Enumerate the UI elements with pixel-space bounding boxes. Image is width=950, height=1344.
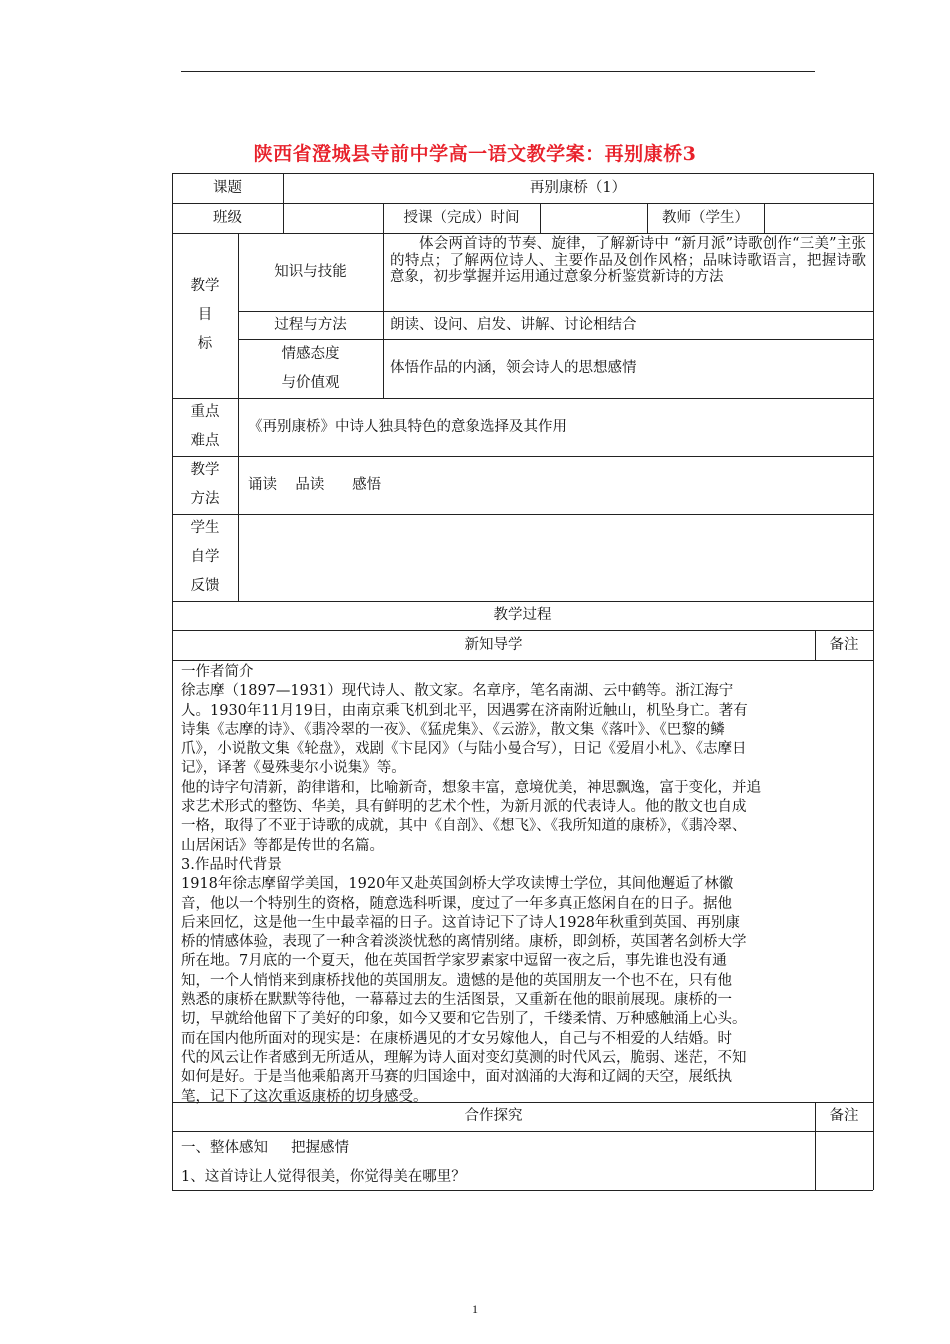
- text-line: 1918年徐志摩留学美国，1920年又赴英国剑桥大学攻读博士学位，其间他邂逅了林徽: [181, 876, 734, 893]
- lesson-plan-table: [172, 173, 873, 1190]
- new-knowledge-header: 新知导学: [464, 636, 523, 653]
- cooperation-header: 合作探究: [464, 1108, 523, 1125]
- process-header: 教学过程: [493, 607, 552, 624]
- key-points-label: 重点 难点: [190, 404, 220, 449]
- text-line: 桥的情感体验，表现了一种含着淡淡忧愁的离情别绪。康桥，即剑桥，英国著名剑桥大学: [181, 934, 747, 951]
- feedback-label: 学生 自学 反馈: [190, 520, 220, 594]
- class-value: [283, 203, 383, 233]
- text-line: 一格，取得了不亚于诗歌的成就，其中《自剖》、《想飞》、《我所知道的康桥》，《翡冷翠、: [181, 818, 747, 835]
- text-line: 求艺术形式的整饬、华美，具有鲜明的艺术个性，为新月派的代表诗人。他的散文也自成: [181, 799, 747, 816]
- text-line: 人。1930年11月19日，由南京乘飞机到北平，因遇雾在济南附近触山，机坠身亡。著有: [181, 702, 748, 719]
- emotion-label: 情感态度 与价值观: [281, 345, 340, 391]
- text-line: 笔，记下了这次重返康桥的切身感受。: [181, 1088, 428, 1105]
- cooperation-body: [181, 1134, 811, 1192]
- text-line: 记》，译著《曼殊斐尔小说集》等。: [181, 760, 406, 777]
- feedback-text: [238, 514, 873, 601]
- text-line: 爪》，小说散文集《轮盘》，戏剧《卞昆冈》（与陆小曼合写），日记《爱眉小札》、《志摩日: [181, 741, 747, 758]
- methods-label: 教学 方法: [190, 462, 220, 507]
- text-line: 一作者简介: [181, 664, 254, 680]
- text-line: 山居闲话》等都是传世的名篇。: [181, 837, 384, 854]
- page-title: 陕西省澄城县寺前中学高一语文教学案：再别康桥3: [253, 143, 697, 165]
- key-points-text: 《再别康桥》中诗人独具特色的意象选择及其作用: [248, 418, 567, 435]
- course-value: 再别康桥（1）: [529, 179, 627, 196]
- text-line: 音，他以一个特别生的资格，随意选科听课，度过了一年多真正悠闲自在的日子。据他: [181, 895, 732, 912]
- page-number: 1: [472, 1302, 478, 1316]
- text-line: 一、整体感知 把握感情: [181, 1140, 350, 1156]
- knowledge-label: 知识与技能: [274, 263, 347, 280]
- text-line: 如何是好。于是当他乘船离开马赛的归国途中，面对汹涌的大海和辽阔的天空，展纸执: [181, 1069, 732, 1086]
- new-knowledge-body: [181, 663, 811, 1107]
- class-label: 班级: [213, 209, 242, 226]
- goals-label: 教学 目 标: [190, 278, 220, 352]
- text-line: 熟悉的康桥在默默等待他，一幕幕过去的生活图景，又重新在他的眼前展现。康桥的一: [181, 992, 732, 1009]
- text-line: 知，一个人悄悄来到康桥找他的英国朋友。遗憾的是他的英国朋友一个也不在，只有他: [181, 972, 732, 989]
- cooperation-note-label: 备注: [829, 1108, 859, 1125]
- text-line: 3.作品时代背景: [181, 856, 282, 873]
- header-rule: [181, 71, 815, 72]
- methods-text: 诵读 品读 感悟: [248, 476, 382, 493]
- text-line: 切，早就给他留下了美好的印象，如今又要和它告别了，千缕柔情、万种感触涌上心头。: [181, 1011, 747, 1028]
- process-text: 朗读、设问、启发、讲解、讨论相结合: [390, 316, 637, 333]
- emotion-text: 体悟作品的内涵，领会诗人的思想感情: [390, 360, 637, 377]
- text-line: 徐志摩（1897—1931）现代诗人、散文家。名章序，笔名南湖、云中鹤等。浙江海宁: [181, 683, 734, 700]
- text-line: 所在地。7月底的一个夏天，他在英国哲学家罗素家中逗留一夜之后，事先谁也没有通: [181, 953, 727, 970]
- text-line: 代的风云让作者感到无所适从，理解为诗人面对变幻莫测的时代风云，脆弱、迷茫，不知: [181, 1049, 747, 1066]
- knowledge-text: 体会两首诗的节奏、旋律，了解新诗中 “新月派”诗歌创作“三美”主张的特点；了解两位诗人、主要作品及创作风格；品味诗歌语言，把握诗歌意象，初步掌握并运用通过意象分析鉴赏新诗的方法: [390, 236, 866, 286]
- text-line: 他的诗字句清新，韵律谐和，比喻新奇，想象丰富，意境优美，神思飘逸，富于变化，并追: [181, 779, 761, 796]
- teacher-value: [764, 203, 873, 233]
- time-value: [540, 203, 647, 233]
- text-line: 诗集《志摩的诗》、《翡冷翠的一夜》、《猛虎集》、《云游》，散文集《落叶》、《巴黎的鳞: [181, 721, 725, 738]
- course-label: 课题: [213, 179, 242, 196]
- time-label: 授课（完成）时间: [403, 209, 520, 226]
- process-label: 过程与方法: [274, 316, 347, 333]
- text-line: 1、这首诗让人觉得很美，你觉得美在哪里？: [181, 1169, 466, 1185]
- text-line: 而在国内他所面对的现实是：在康桥遇见的才女另嫁他人，自己与不相爱的人结婚。时: [181, 1030, 732, 1047]
- teacher-label: 教师（学生）: [662, 209, 749, 226]
- new-knowledge-note-label: 备注: [829, 636, 859, 653]
- text-line: 后来回忆，这是他一生中最幸福的日子。这首诗记下了诗人1928年秋重到英国、再别康: [181, 914, 740, 931]
